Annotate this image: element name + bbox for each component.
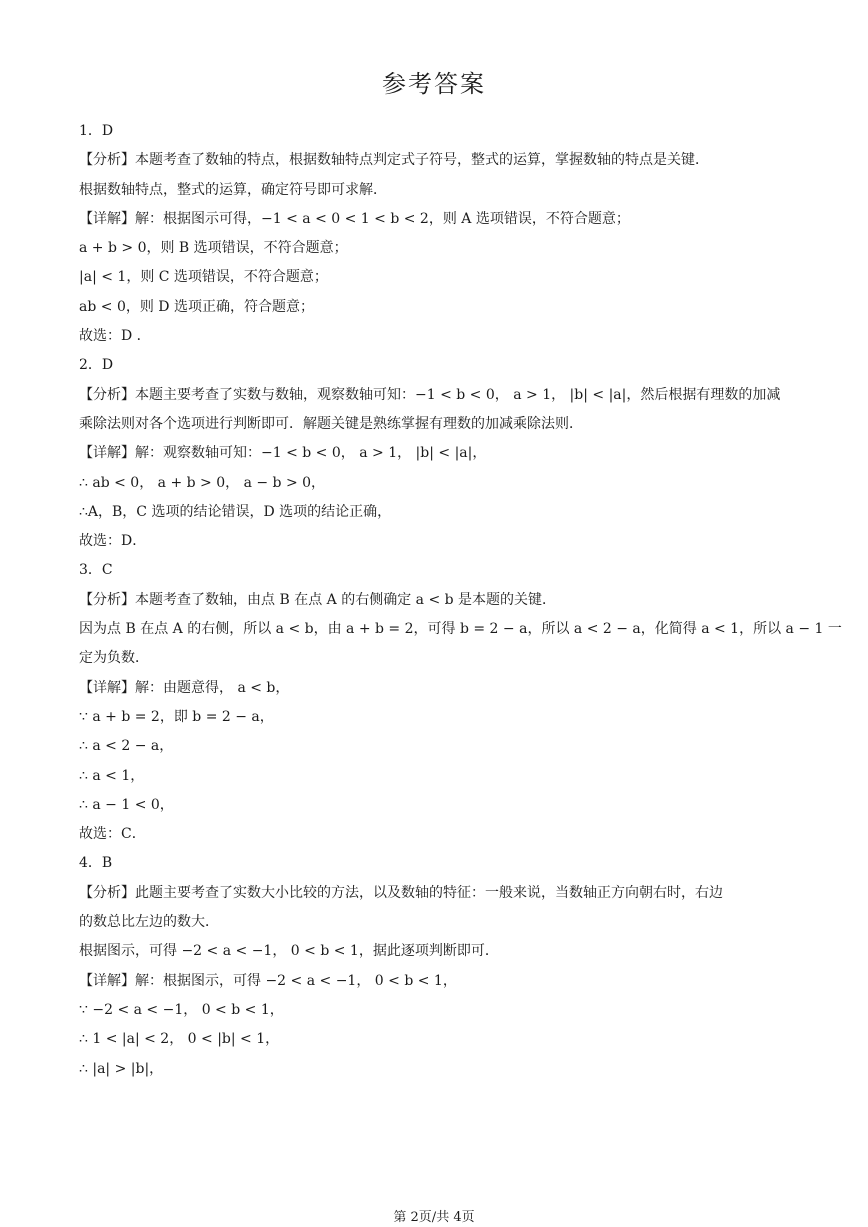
- answer-line: ∴A，B，C 选项的结论错误，D 选项的结论正确，: [79, 503, 392, 520]
- answer-line: 故选：D．: [79, 533, 147, 550]
- page-title: 参考答案: [382, 70, 486, 98]
- answer-line: 2．D: [79, 357, 114, 374]
- answer-line: ∴ 1 < |a| < 2， 0 < |b| < 1，: [79, 1031, 280, 1048]
- answer-line: ∴ a < 2 − a，: [79, 738, 174, 755]
- answer-line: 【详解】解：根据图示可得，−1 < a < 0 < 1 < b < 2，则 A 选项错误，不符合题意；: [79, 210, 630, 227]
- answer-line: 3．C: [79, 562, 113, 579]
- answer-line: 【分析】此题主要考查了实数大小比较的方法，以及数轴的特征：一般来说，当数轴正方向朝右时，右边: [79, 884, 723, 901]
- answer-line: 乘除法则对各个选项进行判断即可．解题关键是熟练掌握有理数的加减乘除法则．: [79, 415, 583, 432]
- answer-line: 故选：D ．: [79, 328, 151, 345]
- answer-line: a + b > 0，则 B 选项错误，不符合题意；: [79, 240, 348, 257]
- answer-line: ab < 0，则 D 选项正确，符合题意；: [79, 298, 314, 315]
- answer-line: |a| < 1，则 C 选项错误，不符合题意；: [79, 269, 328, 286]
- answer-line: 4．B: [79, 855, 113, 872]
- answer-line: 根据数轴特点，整式的运算，确定符号即可求解．: [79, 181, 387, 198]
- answer-line: ∴ a − 1 < 0，: [79, 796, 174, 813]
- page-footer: 第 2页/共 4页: [393, 1210, 475, 1225]
- answer-line: 的数总比左边的数大．: [79, 914, 219, 931]
- answer-line: ∴ |a| > |b|，: [79, 1060, 164, 1077]
- answer-line: 因为点 B 在点 A 的右侧，所以 a < b，由 a + b = 2，可得 b = 2 − a，所以 a < 2 − a，化简得 a < 1，所以 a − 1 一: [79, 621, 842, 638]
- answer-line: ∵ −2 < a < −1， 0 < b < 1，: [79, 1001, 284, 1018]
- answer-line: 【详解】解：根据图示，可得 −2 < a < −1， 0 < b < 1，: [79, 972, 457, 989]
- answer-line: 故选：C．: [79, 826, 146, 843]
- answer-line: 【详解】解：观察数轴可知：−1 < b < 0， a > 1， |b| < |a|，: [79, 445, 487, 462]
- answer-line: 1．D: [79, 123, 114, 139]
- answer-content: [79, 117, 842, 1084]
- answer-line: 定为负数．: [79, 650, 149, 667]
- answer-line: 【详解】解：由题意得， a < b，: [79, 679, 290, 696]
- answer-line: 根据图示，可得 −2 < a < −1， 0 < b < 1，据此逐项判断即可．: [79, 943, 499, 960]
- answer-line: ∵ a + b = 2，即 b = 2 − a，: [79, 708, 274, 725]
- answer-line: 【分析】本题考查了数轴的特点，根据数轴特点判定式子符号，整式的运算，掌握数轴的特点是关键．: [79, 152, 709, 169]
- answer-line: 【分析】本题考查了数轴，由点 B 在点 A 的右侧确定 a < b 是本题的关键．: [79, 591, 557, 608]
- answer-line: ∴ a < 1，: [79, 767, 145, 784]
- answer-line: ∴ ab < 0， a + b > 0， a − b > 0，: [79, 474, 326, 491]
- answer-line: 【分析】本题主要考查了实数与数轴，观察数轴可知：−1 < b < 0， a > 1， |b| < |a|，然后根据有理数的加减: [79, 386, 781, 403]
